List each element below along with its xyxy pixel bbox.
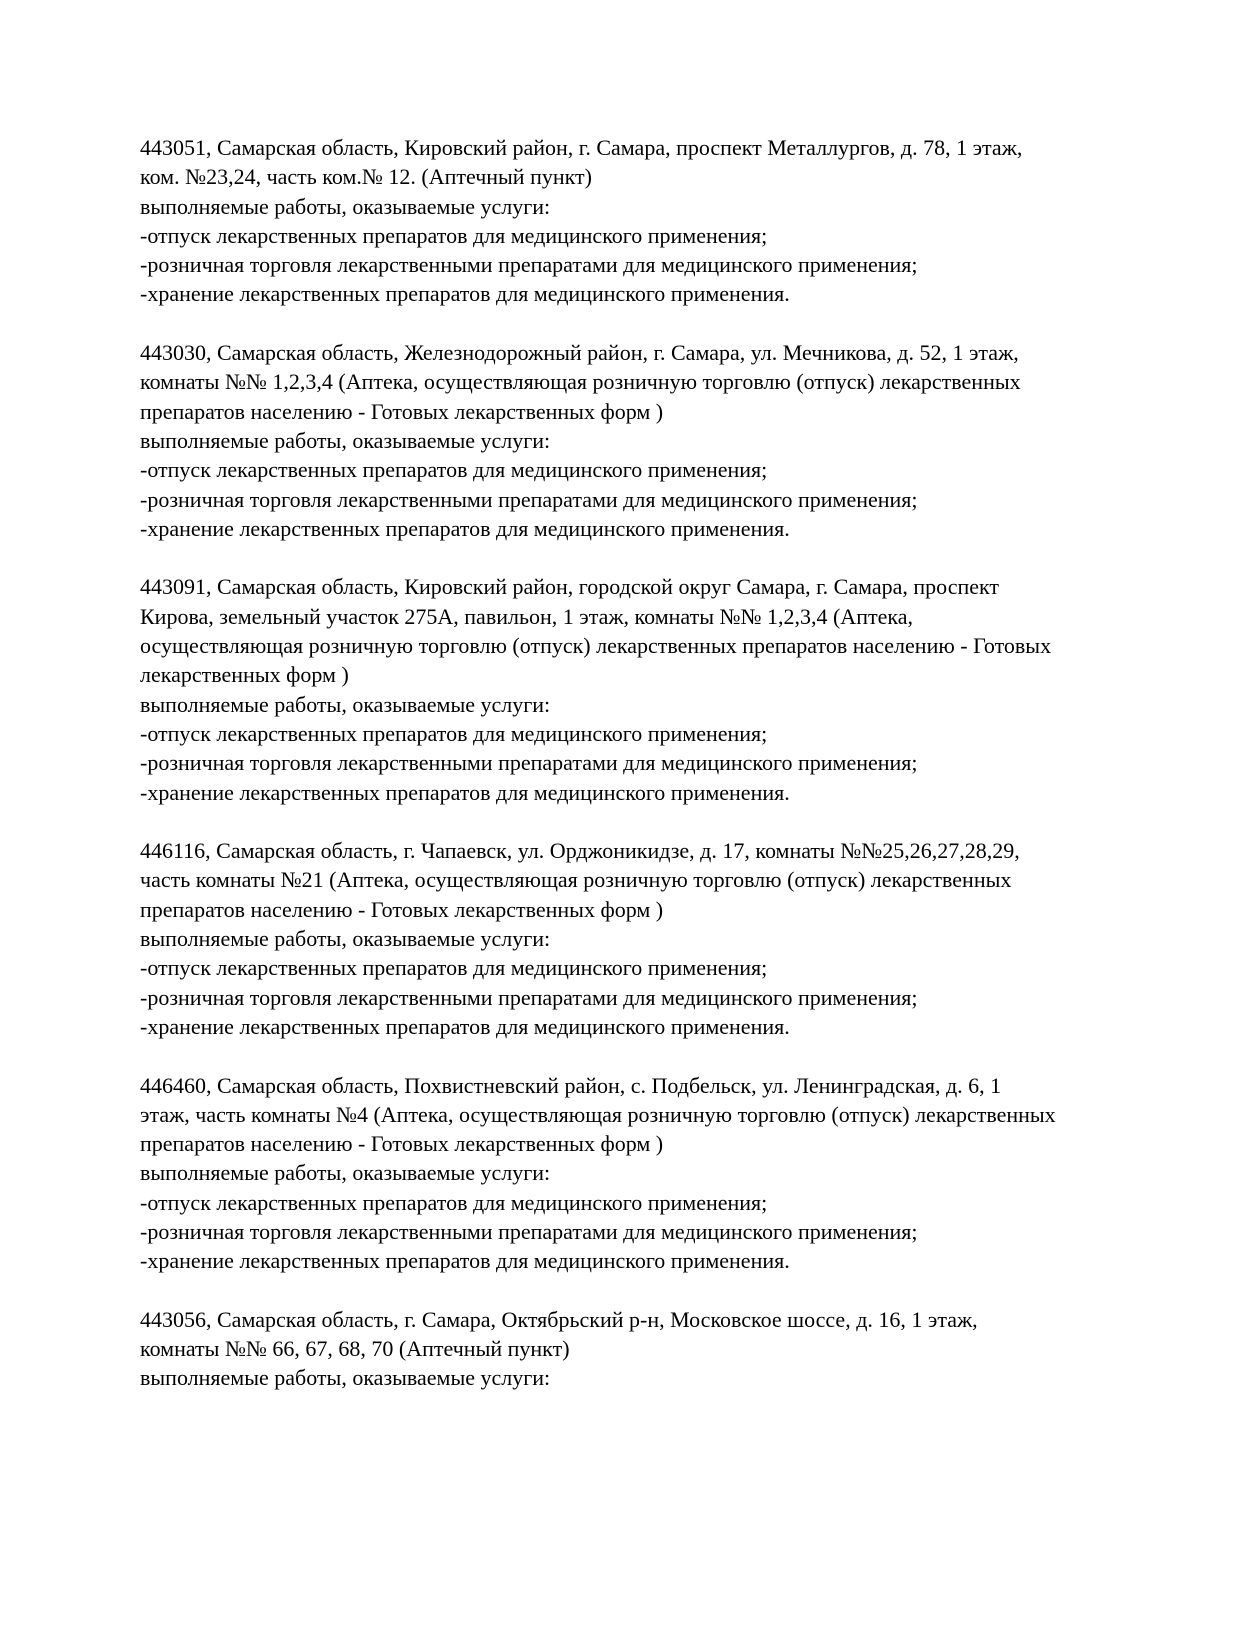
service-item: -отпуск лекарственных препаратов для медицинского применения;: [140, 222, 768, 248]
pharmacy-entry-443091: [140, 572, 1154, 806]
service-item: -отпуск лекарственных препаратов для медицинского применения;: [140, 720, 768, 746]
pharmacy-address: [140, 1305, 1154, 1364]
address-line: комнаты №№ 1,2,3,4 (Аптека, осуществляющая розничную торговлю (отпуск) лекарственных: [140, 369, 1021, 395]
address-line: комнаты №№ 66, 67, 68, 70 (Аптечный пункт): [140, 1336, 570, 1362]
service-item: -розничная торговля лекарственными препаратами для медицинского применения;: [140, 750, 918, 776]
service-item: -розничная торговля лекарственными препаратами для медицинского применения;: [140, 252, 918, 278]
address-line: осуществляющая розничную торговлю (отпуск) лекарственных препаратов населению - Готовых: [140, 633, 1052, 659]
address-line: ком. №23,24, часть ком.№ 12. (Аптечный пункт): [140, 164, 592, 190]
service-item: -розничная торговля лекарственными препаратами для медицинского применения;: [140, 486, 918, 512]
address-line: 443030, Самарская область, Железнодорожный район, г. Самара, ул. Мечникова, д. 52, 1 этаж,: [140, 340, 1019, 366]
pharmacy-entry-443056: [140, 1305, 1154, 1393]
pharmacy-entry-446460: [140, 1071, 1154, 1276]
services-header: выполняемые работы, оказываемые услуги:: [140, 1160, 551, 1186]
pharmacy-address: [140, 1071, 1154, 1159]
address-line: 446460, Самарская область, Похвистневский район, с. Подбельск, ул. Ленинградская, д. 6, 1: [140, 1072, 1002, 1098]
address-line: 443051, Самарская область, Кировский район, г. Самара, проспект Металлургов, д. 78, 1 этаж,: [140, 135, 1023, 160]
address-line: Кирова, земельный участок 275А, павильон, 1 этаж, комнаты №№ 1,2,3,4 (Аптека,: [140, 603, 913, 629]
pharmacy-address: [140, 338, 1154, 426]
address-line: 443091, Самарская область, Кировский район, городской округ Самара, г. Самара, проспект: [140, 574, 1000, 600]
address-line: препаратов населению - Готовых лекарственных форм ): [140, 1131, 664, 1157]
pharmacy-entry-443051: [140, 133, 1154, 309]
service-item: -розничная торговля лекарственными препаратами для медицинского применения;: [140, 1218, 918, 1244]
services-header: выполняемые работы, оказываемые услуги:: [140, 427, 551, 453]
pharmacy-address: [140, 836, 1154, 924]
services-header: выполняемые работы, оказываемые услуги:: [140, 926, 551, 952]
services-header: выполняемые работы, оказываемые услуги:: [140, 193, 551, 219]
services-header: выполняемые работы, оказываемые услуги:: [140, 691, 551, 717]
service-item: -хранение лекарственных препаратов для медицинского применения.: [140, 1013, 790, 1039]
address-line: препаратов населению - Готовых лекарственных форм ): [140, 896, 664, 922]
service-item: -хранение лекарственных препаратов для медицинского применения.: [140, 515, 790, 541]
service-item: -отпуск лекарственных препаратов для медицинского применения;: [140, 955, 768, 981]
address-line: этаж, часть комнаты №4 (Аптека, осуществляющая розничную торговлю (отпуск) лекарственных: [140, 1101, 1056, 1127]
address-line: 443056, Самарская область, г. Самара, Октябрьский р-н, Московское шоссе, д. 16, 1 этаж,: [140, 1306, 978, 1332]
service-item: -хранение лекарственных препаратов для медицинского применения.: [140, 281, 790, 307]
address-line: лекарственных форм ): [140, 662, 349, 688]
service-item: -отпуск лекарственных препаратов для медицинского применения;: [140, 457, 768, 483]
pharmacy-address: [140, 133, 1154, 192]
pharmacy-address: [140, 572, 1154, 689]
address-line: часть комнаты №21 (Аптека, осуществляющая розничную торговлю (отпуск) лекарственных: [140, 867, 1012, 893]
address-line: препаратов населению - Готовых лекарственных форм ): [140, 398, 664, 424]
service-item: -розничная торговля лекарственными препаратами для медицинского применения;: [140, 984, 918, 1010]
service-item: -хранение лекарственных препаратов для медицинского применения.: [140, 1248, 790, 1274]
services-header: выполняемые работы, оказываемые услуги:: [140, 1365, 551, 1391]
pharmacy-entry-443030: [140, 338, 1154, 543]
pharmacy-entry-446116: [140, 836, 1154, 1041]
service-item: -хранение лекарственных препаратов для медицинского применения.: [140, 779, 790, 805]
service-item: -отпуск лекарственных препаратов для медицинского применения;: [140, 1189, 768, 1215]
address-line: 446116, Самарская область, г. Чапаевск, ул. Орджоникидзе, д. 17, комнаты №№25,26,27,28,29,: [140, 838, 1020, 864]
